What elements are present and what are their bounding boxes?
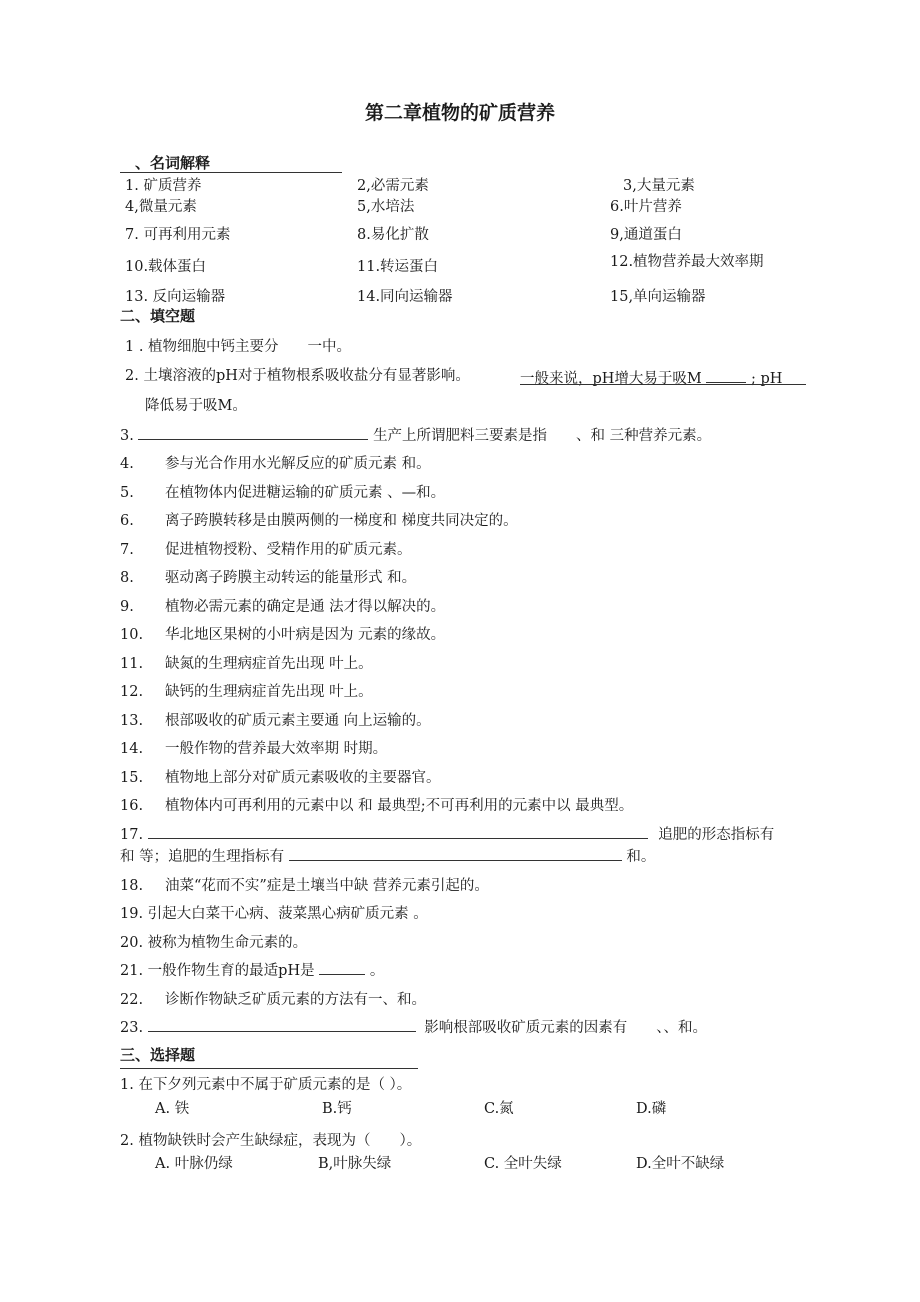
term-item: 4,微量元素 (125, 199, 197, 215)
fill-question: 10. 华北地区果树的小叶病是因为 元素的缘故。 (120, 627, 446, 643)
term-item: 5,水培法 (357, 199, 415, 215)
fill-question-q17-line2 (120, 845, 655, 866)
heading-underline (120, 1068, 418, 1069)
choice-option[interactable]: B,叶脉失绿 (318, 1156, 392, 1172)
term-item: 10.载体蛋白 (125, 259, 207, 275)
answer-blank[interactable] (319, 960, 365, 975)
fill-question-q3 (120, 424, 711, 445)
term-item: 9,通道蛋白 (610, 227, 682, 243)
choice-option[interactable]: A. 叶脉仍绿 (155, 1156, 233, 1172)
fill-question: 20. 被称为植物生命元素的。 (120, 935, 308, 951)
answer-blank[interactable] (148, 1017, 416, 1032)
fill-question: 1 . 植物细胞中钙主要分 一中。 (125, 339, 352, 355)
choice-option[interactable]: D.磷 (636, 1101, 667, 1117)
q21-text: 21. 一般作物生育的最适pH是 (120, 963, 315, 979)
fill-question: 9. 植物必需元素的确定是通 法才得以解决的。 (120, 599, 446, 615)
answer-blank[interactable] (148, 824, 648, 839)
term-item: 11.转运蛋白 (357, 259, 439, 275)
fill-question-q21 (120, 959, 384, 980)
choice-option[interactable]: B.钙 (322, 1101, 352, 1117)
fill-question: 7. 促进植物授粉、受精作用的矿质元素。 (120, 542, 412, 558)
q3-number: 3. (120, 428, 134, 444)
fill-question: 15. 植物地上部分对矿质元素吸收的主要器官。 (120, 770, 441, 786)
term-item: 1. 矿质营养 (125, 178, 202, 194)
term-item: 15,单向运输器 (610, 289, 706, 305)
q23-number: 23. (120, 1020, 144, 1036)
choice-question: 1. 在下夕列元素中不属于矿质元素的是（ ）。 (120, 1077, 412, 1093)
q17-text: 和。 (626, 849, 656, 865)
fill-question: 11. 缺氮的生理病症首先出现 叶上。 (120, 656, 373, 672)
q2-text: ; pH (751, 371, 783, 387)
term-item: 12.植物营养最大效率期 (610, 254, 764, 270)
answer-blank[interactable] (706, 368, 746, 383)
fill-question: 14. 一般作物的营养最大效率期 时期。 (120, 741, 388, 757)
choice-option[interactable]: D.全叶不缺绿 (636, 1156, 725, 1172)
q3-text: 生产上所谓肥料三要素是指 、和 三种营养元素。 (373, 428, 712, 444)
fill-question: 5. 在植物体内促进糖运输的矿质元素 、—和。 (120, 485, 446, 501)
choice-option[interactable]: A. 铁 (155, 1101, 190, 1117)
page-title: 第二章植物的矿质营养 (364, 102, 555, 124)
fill-question: 19. 引起大白菜干心病、菠菜黑心病矿质元素 。 (120, 906, 428, 922)
q17-text: 和 等；追肥的生理指标有 (120, 849, 285, 865)
term-item: 6.叶片营养 (610, 199, 682, 215)
fill-question: 12. 缺钙的生理病症首先出现 叶上。 (120, 684, 373, 700)
term-item: 8.易化扩散 (357, 227, 429, 243)
choice-option[interactable]: C.氮 (484, 1101, 514, 1117)
term-item: 13. 反向运输器 (125, 289, 226, 305)
section-heading-terms: 、名词解释 (135, 154, 211, 172)
term-item: 2,必需元素 (357, 178, 429, 194)
q17-text: 追肥的形态指标有 (658, 827, 775, 843)
answer-blank[interactable] (289, 846, 622, 861)
heading-underline (120, 172, 342, 173)
fill-question: 4. 参与光合作用水光解反应的矿质元素 和。 (120, 456, 431, 472)
q21-text: 。 (369, 963, 385, 979)
fill-question: 18. 油菜“花而不实”症是土壤当中缺 营养元素引起的。 (120, 878, 489, 894)
q23-text: 影响根部吸收矿质元素的因素有 、、和。 (424, 1020, 708, 1036)
q17-number: 17. (120, 827, 144, 843)
fill-question: 降低易于吸M。 (145, 398, 247, 414)
answer-underline (520, 384, 806, 385)
choice-option[interactable]: C. 全叶失绿 (484, 1156, 562, 1172)
fill-question-q17 (120, 823, 774, 844)
answer-blank[interactable] (138, 425, 368, 440)
term-item: 14.同向运输器 (357, 289, 453, 305)
fill-question: 13. 根部吸收的矿质元素主要通 向上运输的。 (120, 713, 431, 729)
fill-question: 6. 离子跨膜转移是由膜两侧的一梯度和 梯度共同决定的。 (120, 513, 518, 529)
term-item: 7. 可再利用元素 (125, 227, 231, 243)
fill-question: 22. 诊断作物缺乏矿质元素的方法有一、和。 (120, 992, 426, 1008)
fill-question: 2. 土壤溶液的pH对于植物根系吸收盐分有显著影响。 (125, 368, 470, 384)
term-item: 3,大量元素 (623, 178, 695, 194)
section-heading-fill: 二、填空题 (120, 307, 196, 325)
q2-text: 一般来说，pH增大易于吸M (520, 371, 702, 387)
section-heading-choice: 三、选择题 (120, 1046, 196, 1064)
choice-question: 2. 植物缺铁时会产生缺绿症，表现为（ ）。 (120, 1133, 422, 1149)
fill-question-q23 (120, 1016, 707, 1037)
fill-question: 16. 植物体内可再利用的元素中以 和 最典型;不可再利用的元素中以 最典型。 (120, 798, 634, 814)
fill-question: 8. 驱动离子跨膜主动转运的能量形式 和。 (120, 570, 417, 586)
